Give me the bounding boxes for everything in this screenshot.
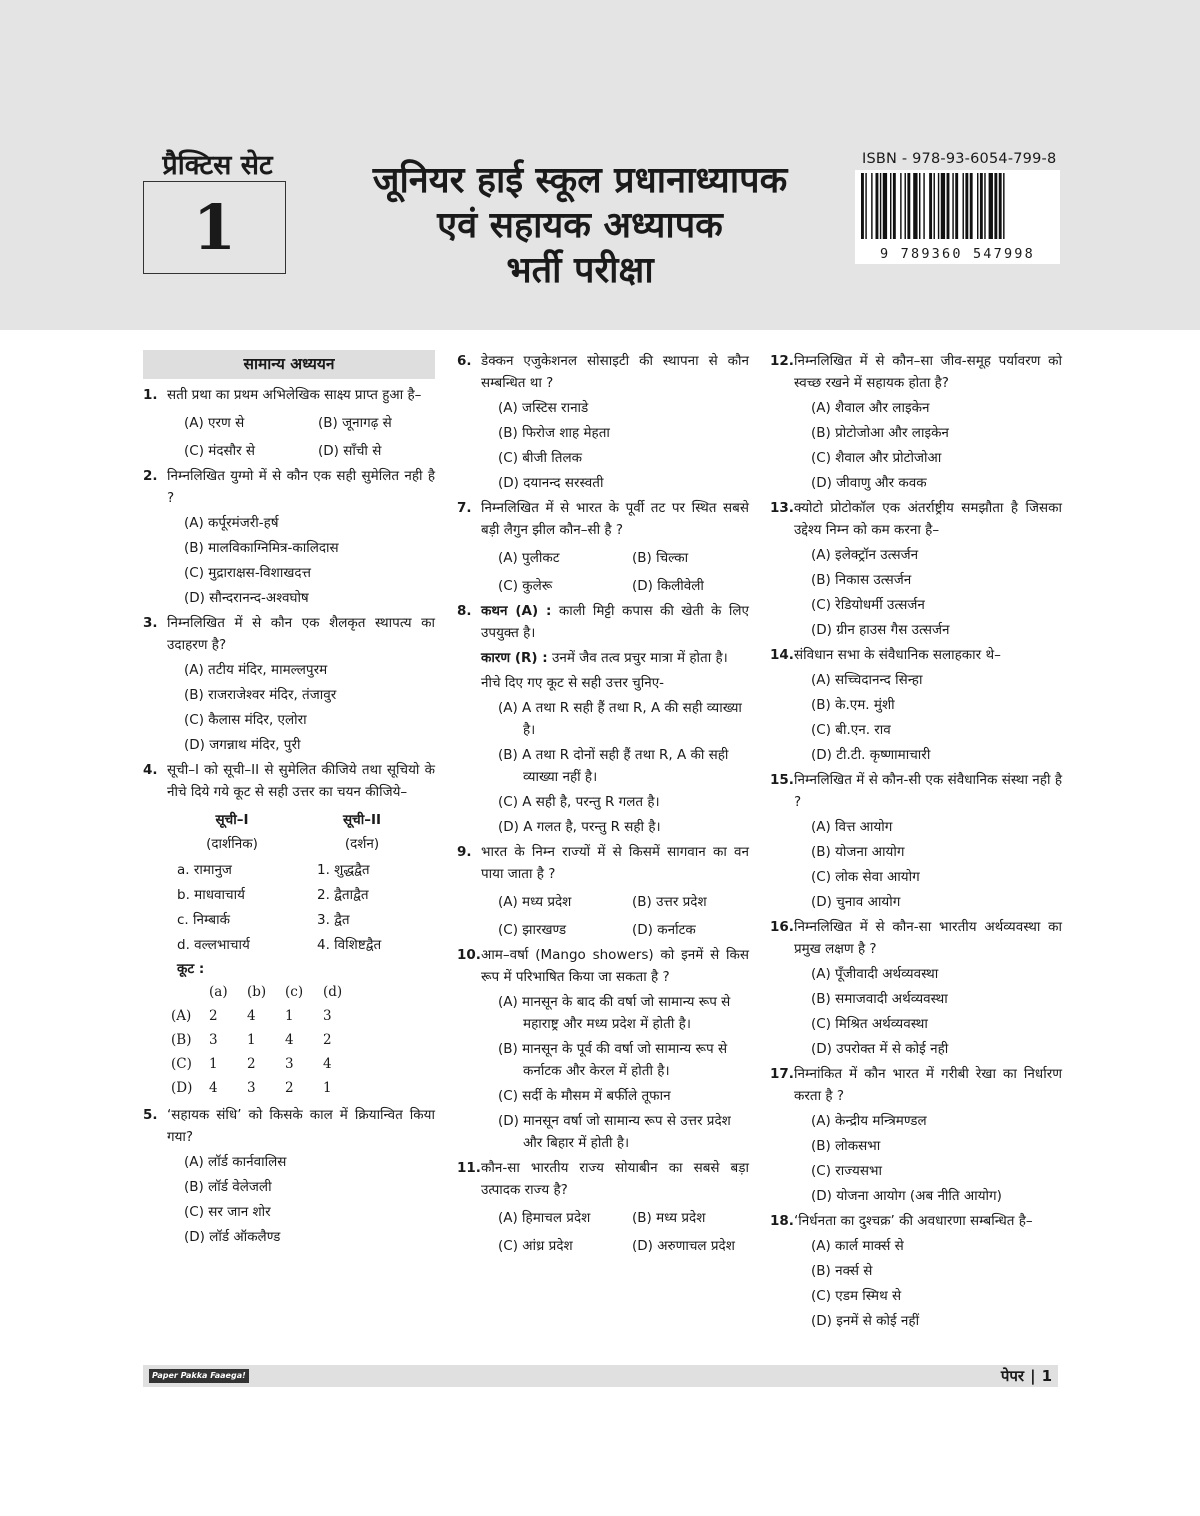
question-4 <box>143 759 435 803</box>
pair-left: d. वल्लभाचार्य <box>177 937 250 953</box>
question-number: 1. <box>143 387 158 403</box>
option-a: (A) केन्द्रीय मन्त्रिमण्डल <box>811 1113 927 1129</box>
question-text: संविधान सभा के संवैधानिक सलाहकार थे– <box>794 647 1001 663</box>
option-b: (B) के.एम. मुंशी <box>811 697 895 713</box>
option-d: (D) चुनाव आयोग <box>811 894 901 910</box>
option-b: (B) फिरोज शाह मेहता <box>498 425 610 441</box>
divider: | <box>1030 1367 1036 1385</box>
option-b: (B) मालविकाग्निमित्र-कालिदास <box>184 540 339 556</box>
code-cell: 3 <box>323 1008 332 1024</box>
code-cell: 4 <box>285 1032 294 1048</box>
option-c: (C) बी.एन. राव <box>811 722 891 738</box>
section-title: सामान्य अध्ययन <box>143 350 435 379</box>
question-13 <box>770 497 1062 641</box>
question-number: 2. <box>143 468 158 484</box>
code-table <box>171 980 361 1100</box>
question-text: सती प्रथा का प्रथम अभिलेखिक साक्ष्य प्राप्त हुआ है– <box>167 387 422 403</box>
code-cell: 1 <box>285 1008 294 1024</box>
barcode-bar <box>980 173 983 239</box>
title-line-2: एवं सहायक अध्यापक <box>437 205 723 246</box>
option-a: (A) हिमाचल प्रदेश <box>498 1210 591 1226</box>
barcode-bar <box>861 173 864 239</box>
match-pair <box>177 909 435 931</box>
match-pair <box>177 934 435 956</box>
page-number-area <box>1001 1366 1052 1386</box>
practice-set-number: 1 <box>143 181 286 274</box>
barcode-bar <box>907 173 910 239</box>
option-a: (A) वित्त आयोग <box>811 819 893 835</box>
barcode-bar <box>955 173 958 239</box>
code-cell: (a) <box>209 984 228 1000</box>
option-b: (B) जूनागढ़ से <box>318 415 392 431</box>
barcode-bar <box>929 173 932 239</box>
question-number: 16. <box>770 919 794 935</box>
code-cell: 4 <box>247 1008 256 1024</box>
option-b: (B) निकास उत्सर्जन <box>811 572 912 588</box>
title-line-1: जूनियर हाई स्कूल प्रधानाध्यापक <box>372 160 788 201</box>
question-text: सूची–I को सूची–II से सुमेलित कीजिये तथा सूचियो के नीचे दिये गये कूट से सही उत्तर का चयन कीजिये– <box>167 762 435 800</box>
option-d: (D) किलीवेली <box>632 578 704 594</box>
option-d: (D) अरुणाचल प्रदेश <box>632 1238 735 1254</box>
option-b: (B) लोकसभा <box>811 1138 881 1154</box>
option-d: (D) जीवाणु और कवक <box>811 475 927 491</box>
option-b: (B) राजराजेश्वर मंदिर, तंजावुर <box>184 687 337 703</box>
option-d: (D) A गलत है, परन्तु R सही है। <box>498 819 661 835</box>
code-table-row <box>171 1028 361 1052</box>
question-16 <box>770 916 1062 1060</box>
question-10 <box>457 944 749 1154</box>
reason-label: कारण (R) : <box>481 650 548 666</box>
pair-right: 4. विशिष्टद्वैत <box>317 937 382 953</box>
option-a: (A) सच्चिदानन्द सिन्हा <box>811 672 923 688</box>
code-cell: 4 <box>209 1080 218 1096</box>
match-list-headings <box>167 809 435 831</box>
option-d: (D) इनमें से कोई नहीं <box>811 1313 920 1329</box>
option-c: (C) आंध्र प्रदेश <box>498 1238 573 1254</box>
option-d: (D) सौन्दरानन्द-अश्वघोष <box>184 590 309 606</box>
barcode-bar <box>905 173 906 239</box>
barcode-bar <box>883 173 887 239</box>
barcode-bar <box>970 173 973 239</box>
barcode-bar <box>947 173 950 239</box>
option-a: (A) तटीय मंदिर, मामल्लपुरम <box>184 662 328 678</box>
question-6 <box>457 350 749 494</box>
question-8 <box>457 600 749 838</box>
option-a: (A) लॉर्ड कार्नवालिस <box>184 1154 287 1170</box>
option-a: (A) इलेक्ट्रॉन उत्सर्जन <box>811 547 919 563</box>
option-b: (B) नर्क्स से <box>811 1263 873 1279</box>
code-cell: 3 <box>285 1056 294 1072</box>
title-line-3: भर्ती परीक्षा <box>506 250 654 291</box>
option-b: (B) समाजवादी अर्थव्यवस्था <box>811 991 948 1007</box>
option-c: (C) लोक सेवा आयोग <box>811 869 920 885</box>
code-cell: (A) <box>171 1008 192 1024</box>
question-17 <box>770 1063 1062 1207</box>
option-a: (A) A तथा R सही हैं तथा R, A की सही व्याख्या है। <box>498 700 742 738</box>
barcode-digits: 9 789360 547998 <box>880 246 1035 262</box>
barcode-bar <box>871 173 872 239</box>
question-text: ‘सहायक संधि’ को किसके काल में क्रियान्वित किया गया? <box>167 1107 435 1145</box>
code-cell: (b) <box>247 984 267 1000</box>
question-number: 13. <box>770 500 794 516</box>
code-label: कूट : <box>177 961 205 977</box>
question-text: क्योटो प्रोटोकॉल एक अंतर्राष्ट्रीय समझौता है जिसका उद्देश्य निम्न को कम करना है– <box>794 500 1062 538</box>
pair-right: 3. द्वैत <box>317 912 350 928</box>
option-d: (D) लॉर्ड ऑकलैण्ड <box>184 1229 281 1245</box>
option-d: (D) ग्रीन हाउस गैस उत्सर्जन <box>811 622 950 638</box>
code-cell: 2 <box>209 1008 218 1024</box>
question-9 <box>457 841 749 941</box>
column-3 <box>770 350 1062 1335</box>
option-b: (B) A तथा R दोनों सही हैं तथा R, A की सही व्याख्या नहीं है। <box>498 747 729 785</box>
question-number: 14. <box>770 647 794 663</box>
question-text: आम–वर्षा (Mango showers) को इनमें से किस रूप में परिभाषित किया जा सकता है ? <box>481 947 749 985</box>
option-b: (B) मानसून के पूर्व की वर्षा जो सामान्य रूप से कर्नाटक और केरल में होती है। <box>498 1041 728 1079</box>
list-2-subheading: (दर्शन) <box>344 836 380 852</box>
question-text: ‘निर्धनता का दुश्चक्र’ की अवधारणा सम्बन्धित है– <box>794 1213 1033 1229</box>
option-a: (A) मानसून के बाद की वर्षा जो सामान्य रूप से महाराष्ट्र और मध्य प्रदेश में होती है। <box>498 994 731 1032</box>
code-table-header <box>171 980 361 1004</box>
assertion-label: कथन (A) : <box>481 603 552 619</box>
code-cell: 2 <box>285 1080 294 1096</box>
list-2-heading: सूची–II <box>343 812 381 828</box>
option-d: (D) उपरोक्त में से कोई नही <box>811 1041 949 1057</box>
question-text: निम्नलिखित युग्मो में से कौन एक सही सुमेलित नही है ? <box>167 468 435 506</box>
pair-left: b. माधवाचार्य <box>177 887 245 903</box>
code-cell: 3 <box>209 1032 218 1048</box>
question-number: 3. <box>143 615 158 631</box>
barcode-bar <box>934 173 935 239</box>
barcode-bars <box>859 173 1056 243</box>
barcode-bar <box>923 173 924 239</box>
code-table-row <box>171 1076 361 1100</box>
pair-right: 2. द्वैताद्वैत <box>317 887 369 903</box>
question-14 <box>770 644 1062 766</box>
option-c: (C) कुलेरू <box>498 578 553 594</box>
barcode-bar <box>876 173 879 239</box>
code-cell: 4 <box>323 1056 332 1072</box>
question-1 <box>143 384 435 462</box>
match-list-subheadings <box>167 833 435 855</box>
reason-text: उनमें जैव तत्व प्रचुर मात्रा में होता है। <box>547 650 728 666</box>
page-header <box>0 0 1200 330</box>
question-number: 7. <box>457 500 472 516</box>
instruction-text: नीचे दिए गए कूट से सही उत्तर चुनिए- <box>481 675 665 691</box>
question-number: 15. <box>770 772 794 788</box>
question-text: डेक्कन एजुकेशनल सोसाइटी की स्थापना से कौन सम्बन्धित था ? <box>481 353 749 391</box>
barcode-bar <box>865 173 866 239</box>
option-d: (D) टी.टी. कृष्णामाचारी <box>811 747 931 763</box>
question-number: 6. <box>457 353 472 369</box>
barcode-bar <box>900 173 901 239</box>
list-1-heading: सूची–I <box>215 812 249 828</box>
option-c: (C) मिश्रित अर्थव्यवस्था <box>811 1016 928 1032</box>
option-c: (C) राज्यसभा <box>811 1163 882 1179</box>
option-d: (D) दयानन्द सरस्वती <box>498 475 604 491</box>
barcode-bar <box>989 173 993 239</box>
barcode-bar <box>994 173 997 239</box>
pair-left: a. रामानुज <box>177 862 232 878</box>
question-text: कौन-सा भारतीय राज्य सोयाबीन का सबसे बड़ा उत्पादक राज्य है? <box>481 1160 749 1198</box>
barcode-bar <box>965 173 968 239</box>
paper-label: पेपर <box>1000 1367 1025 1385</box>
barcode <box>855 170 1060 264</box>
question-text: निम्नलिखित में से भारत के पूर्वी तट पर स्थित सबसे बड़ी लैगुन झील कौन–सी है ? <box>481 500 749 538</box>
code-cell: 1 <box>247 1032 256 1048</box>
option-b: (B) योजना आयोग <box>811 844 905 860</box>
option-b: (B) मध्य प्रदेश <box>632 1210 706 1226</box>
barcode-bar <box>938 173 939 239</box>
question-15 <box>770 769 1062 913</box>
option-a: (A) कार्ल मार्क्स से <box>811 1238 904 1254</box>
option-c: (C) कैलास मंदिर, एलोरा <box>184 712 307 728</box>
barcode-bar <box>880 173 881 239</box>
barcode-bar <box>977 173 978 239</box>
barcode-bar <box>999 173 1002 239</box>
option-c: (C) सर्दी के मौसम में बर्फीले तूफान <box>498 1088 671 1104</box>
question-number: 8. <box>457 603 472 619</box>
option-c: (C) रेडियोधर्मी उत्सर्जन <box>811 597 925 613</box>
page-footer <box>143 1365 1058 1387</box>
code-cell: (C) <box>171 1056 192 1072</box>
option-c: (C) एडम स्मिथ से <box>811 1288 902 1304</box>
option-d: (D) योजना आयोग (अब नीति आयोग) <box>811 1188 1002 1204</box>
question-number: 10. <box>457 947 481 963</box>
exam-title <box>310 158 850 293</box>
code-cell: (d) <box>323 984 343 1000</box>
list-1-subheading: (दार्शनिक) <box>206 836 258 852</box>
barcode-bar <box>952 173 953 239</box>
question-7 <box>457 497 749 597</box>
option-b: (B) प्रोटोजोआ और लाइकेन <box>811 425 949 441</box>
code-table-row <box>171 1004 361 1028</box>
code-cell: 2 <box>323 1032 332 1048</box>
question-text: निम्नांकित में कौन भारत में गरीबी रेखा का निर्धारण करता है ? <box>794 1066 1062 1104</box>
option-d: (D) जगन्नाथ मंदिर, पुरी <box>184 737 301 753</box>
code-cell: 1 <box>323 1080 332 1096</box>
option-b: (B) उत्तर प्रदेश <box>632 894 707 910</box>
question-5 <box>143 1104 435 1248</box>
question-text: निम्नलिखित में से कौन-सी एक संवैधानिक संस्था नही है ? <box>794 772 1062 810</box>
code-cell <box>171 980 209 1004</box>
barcode-bar <box>890 173 891 239</box>
option-c: (C) बीजी तिलक <box>498 450 582 466</box>
option-b: (B) चिल्का <box>632 550 689 566</box>
assertion-text: काली मिट्टी कपास की खेती के लिए उपयुक्त है। <box>481 603 749 641</box>
option-c: (C) झारखण्ड <box>498 922 567 938</box>
question-2 <box>143 465 435 609</box>
code-cell: 1 <box>209 1056 218 1072</box>
option-c: (C) शैवाल और प्रोटोजोआ <box>811 450 942 466</box>
option-a: (A) शैवाल और लाइकेन <box>811 400 930 416</box>
option-c: (C) सर जान शोर <box>184 1204 271 1220</box>
footer-tagline: Paper Pakka Faaega! <box>149 1369 249 1383</box>
code-cell: 3 <box>247 1080 256 1096</box>
barcode-bar <box>913 173 917 239</box>
column-1 <box>143 350 435 1251</box>
practice-set-label: प्रैक्टिस सेट <box>162 150 273 181</box>
barcode-bar <box>893 173 896 239</box>
barcode-bar <box>963 173 964 239</box>
question-number: 9. <box>457 844 472 860</box>
assertion <box>481 600 749 644</box>
option-a: (A) पुलीकट <box>498 550 560 566</box>
code-cell: 2 <box>247 1056 256 1072</box>
option-a: (A) कर्पूरमंजरी-हर्ष <box>184 515 279 531</box>
option-b: (B) लॉर्ड वेलेजली <box>184 1179 272 1195</box>
question-text: निम्नलिखित में से कौन–सा जीव-समूह पर्यावरण को स्वच्छ रखने में सहायक होता है? <box>794 353 1062 391</box>
option-d: (D) मानसून वर्षा जो सामान्य रूप से उत्तर प्रदेश और बिहार में होती है। <box>498 1113 731 1151</box>
option-a: (A) एरण से <box>184 415 245 431</box>
barcode-bar <box>941 173 945 239</box>
question-12 <box>770 350 1062 494</box>
option-a: (A) मध्य प्रदेश <box>498 894 572 910</box>
question-3 <box>143 612 435 756</box>
barcode-bar <box>1003 173 1004 239</box>
code-table-row <box>171 1052 361 1076</box>
question-number: 18. <box>770 1213 794 1229</box>
code-cell: (c) <box>285 984 304 1000</box>
column-2 <box>457 350 749 1260</box>
question-text: निम्नलिखित में से कौन-सा भारतीय अर्थव्यवस्था का प्रमुख लक्षण है ? <box>794 919 1062 957</box>
question-number: 17. <box>770 1066 794 1082</box>
option-c: (C) मंदसौर से <box>184 443 256 459</box>
question-text: निम्नलिखित में से कौन एक शैलकृत स्थापत्य का उदाहरण है? <box>167 615 435 653</box>
question-number: 4. <box>143 762 158 778</box>
option-a: (A) पूँजीवादी अर्थव्यवस्था <box>811 966 939 982</box>
barcode-bar <box>984 173 985 239</box>
pair-right: 1. शुद्धद्वैत <box>317 862 370 878</box>
question-number: 5. <box>143 1107 158 1123</box>
option-c: (C) मुद्राराक्षस-विशाखदत्त <box>184 565 311 581</box>
match-pair <box>177 884 435 906</box>
page-number: 1 <box>1041 1367 1052 1385</box>
option-d: (D) साँची से <box>318 443 382 459</box>
question-18 <box>770 1210 1062 1332</box>
question-number: 12. <box>770 353 794 369</box>
reason <box>481 647 749 669</box>
question-11 <box>457 1157 749 1257</box>
option-c: (C) A सही है, परन्तु R गलत है। <box>498 794 660 810</box>
option-a: (A) जस्टिस रानाडे <box>498 400 589 416</box>
question-text: भारत के निम्न राज्यों में से किसमें सागवान का वन पाया जाता है ? <box>481 844 749 882</box>
match-pair <box>177 859 435 881</box>
isbn-text: ISBN - 978-93-6054-799-8 <box>862 151 1057 167</box>
option-d: (D) कर्नाटक <box>632 922 696 938</box>
code-cell: (B) <box>171 1032 192 1048</box>
question-number: 11. <box>457 1160 481 1176</box>
pair-left: c. निम्बार्क <box>177 912 230 928</box>
barcode-bar <box>919 173 920 239</box>
code-cell: (D) <box>171 1080 193 1096</box>
